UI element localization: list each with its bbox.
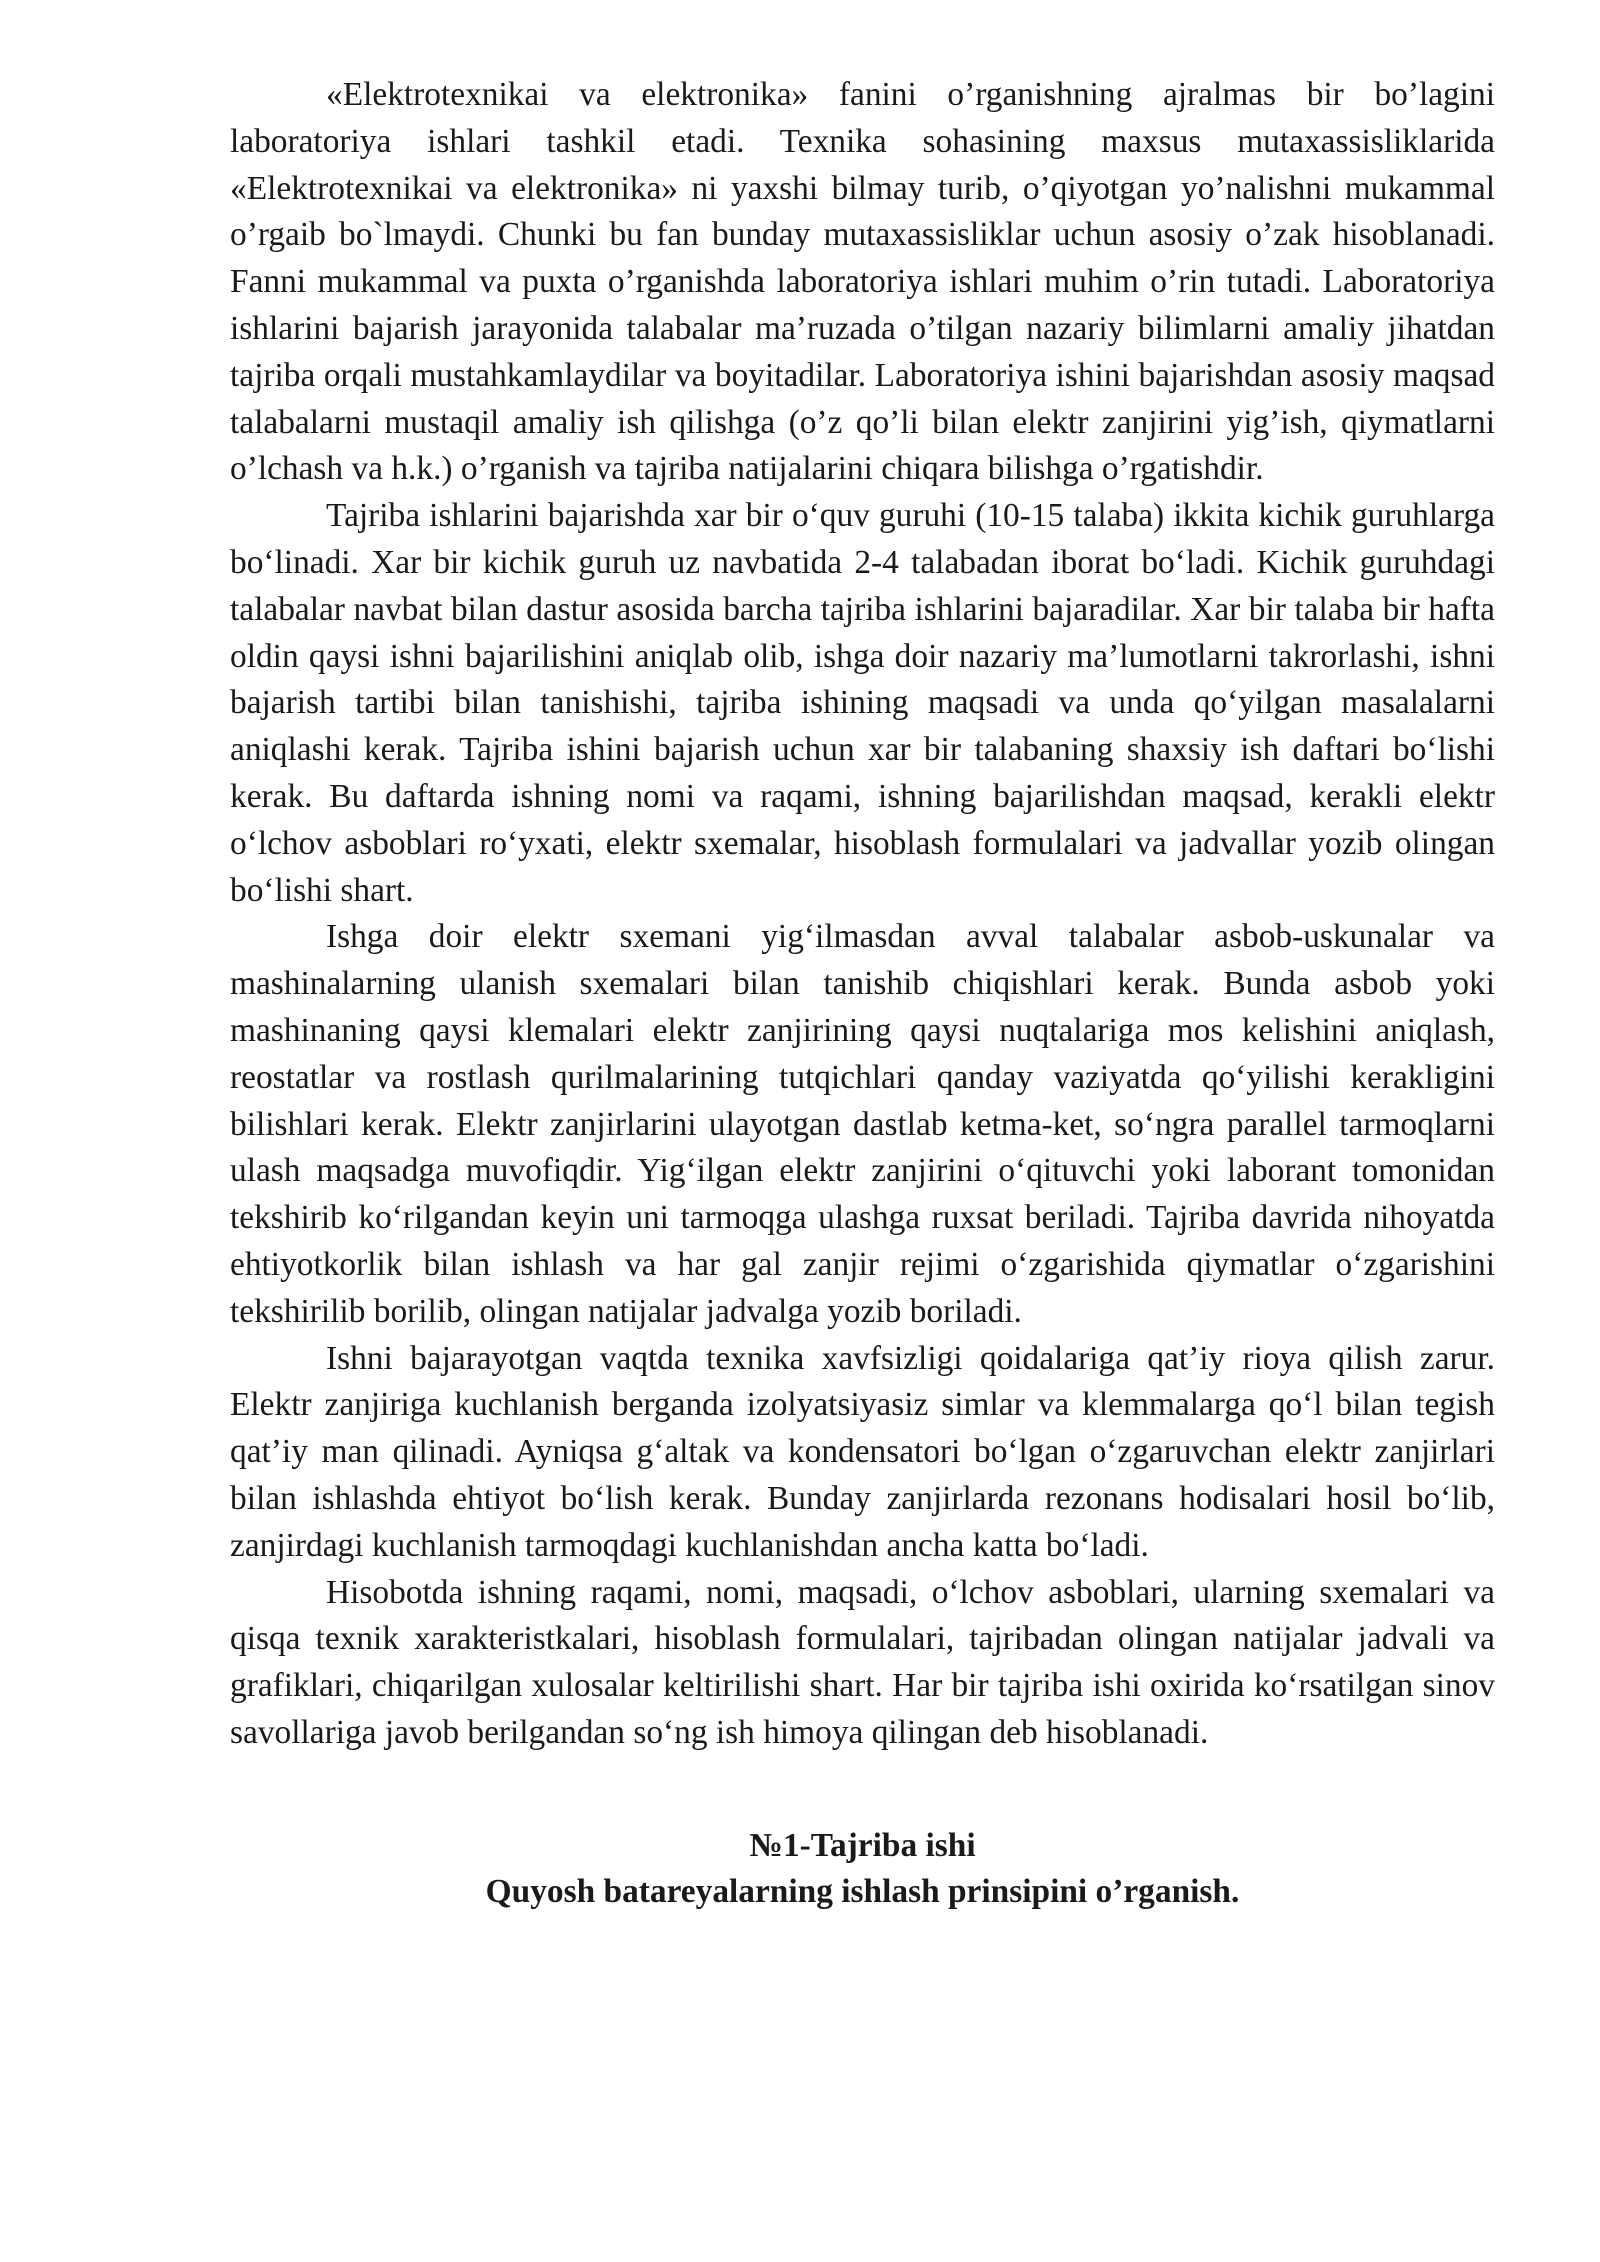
work-title-heading: Quyosh batareyalarning ishlash prinsipini o’rganish. [485,1872,1240,1910]
paragraph-intro: «Elektrotexnikai va elektronika» fanini o’rganishning ajralmas bir bo’lagini laboratoriya ishlari tashkil etadi. Texnika sohasining maxsus mutaxassisliklarida «Elektrotexnikai va elektronika» ni yaxshi bilmay turib, o’qiyotgan yo’nalishni mukammal o’rgaib bo`lmaydi. Chunki bu fan bunday mutaxassisliklar uchun asosiy o’zak hisoblanadi. Fanni mukammal va puxta o’rganishda laboratoriya ishlari muhim o’rin tutadi. Laboratoriya ishlarini bajarish jarayonida talabalar ma’ruzada o’tilgan nazariy bilimlarni amaliy jihatdan tajriba orqali mustahkamlaydilar va boyitadilar. Laboratoriya ishini bajarishdan asosiy maqsad talabalarni mustaqil amaliy ish qilishga (o’z qo’li bilan elektr zanjirini yig’ish, qiymatlarni o’lchash va h.k.) o’rganish va tajriba natijalarini chiqara bilishga o’rgatishdir. [230,76,1495,488]
work-number-heading: №1-Tajriba ishi [749,1826,976,1864]
document-page [230,72,1495,1915]
paragraph-report: Hisobotda ishning raqami, nomi, maqsadi, o‘lchov asboblari, ularning sxemalari va qisqa texnik xarakteristkalari, hisoblash formulalari, tajribadan olingan natijalar jadvali va grafiklari, chiqarilgan xulosalar keltirilishi shart. Har bir tajriba ishi oxirida ko‘rsatilgan sinov savollariga javob berilgandan so‘ng ish himoya qilingan deb hisoblanadi. [230,1573,1495,1751]
paragraph-groups: Tajriba ishlarini bajarishda xar bir o‘quv guruhi (10-15 talaba) ikkita kichik guruhlarga bo‘linadi. Xar bir kichik guruh uz navbatida 2-4 talabadan iborat bo‘ladi. Kichik guruhdagi talabalar navbat bilan dastur asosida barcha tajriba ishlarini bajaradilar. Xar bir talaba bir hafta oldin qaysi ishni bajarilishini aniqlab olib, ishga doir nazariy ma’lumotlarni takrorlashi, ishni bajarish tartibi bilan tanishishi, tajriba ishining maqsadi va unda qo‘yilgan masalalarni aniqlashi kerak. Tajriba ishini bajarish uchun xar bir talabaning shaxsiy ish daftari bo‘lishi kerak. Bu daftarda ishning nomi va raqami, ishning bajarilishdan maqsad, kerakli elektr o‘lchov asboblari ro‘yxati, elektr sxemalar, hisoblash formulalari va jadvallar yozib olingan bo‘lishi shart. [230,497,1495,909]
paragraph-circuit-assembly: Ishga doir elektr sxemani yig‘ilmasdan avval talabalar asbob-uskunalar va mashinalarning ulanish sxemalari bilan tanishib chiqishlari kerak. Bunda asbob yoki mashinaning qaysi klemalari elektr zanjirining qaysi nuqtalariga mos kelishini aniqlash, reostatlar va rostlash qurilmalarining tutqichlari qanday vaziyatda qo‘yilishi kerakligini bilishlari kerak. Elektr zanjirlarini ulayotgan dastlab ketma-ket, so‘ngra parallel tarmoqlarni ulash maqsadga muvofiqdir. Yig‘ilgan elektr zanjirini o‘qituvchi yoki laborant tomonidan tekshirib ko‘rilgandan keyin uni tarmoqga ulashga ruxsat beriladi. Tajriba davrida nihoyatda ehtiyotkorlik bilan ishlash va har gal zanjir rejimi o‘zgarishida qiymatlar o‘zgarishini tekshirilib borilib, olingan natijalar jadvalga yozib boriladi. [230,918,1495,1330]
section-spacer [230,1757,1495,1823]
paragraph-safety: Ishni bajarayotgan vaqtda texnika xavfsizligi qoidalariga qat’iy rioya qilish zarur. Elektr zanjiriga kuchlanish berganda izolyatsiyasiz simlar va klemmalarga qo‘l bilan tegish qat’iy man qilinadi. Ayniqsa g‘altak va kondensatori bo‘lgan o‘zgaruvchan elektr zanjirlari bilan ishlashda ehtiyot bo‘lish kerak. Bunday zanjirlarda rezonans hodisalari hosil bo‘lib, zanjirdagi kuchlanish tarmoqdagi kuchlanishdan ancha katta bo‘ladi. [230,1339,1495,1564]
